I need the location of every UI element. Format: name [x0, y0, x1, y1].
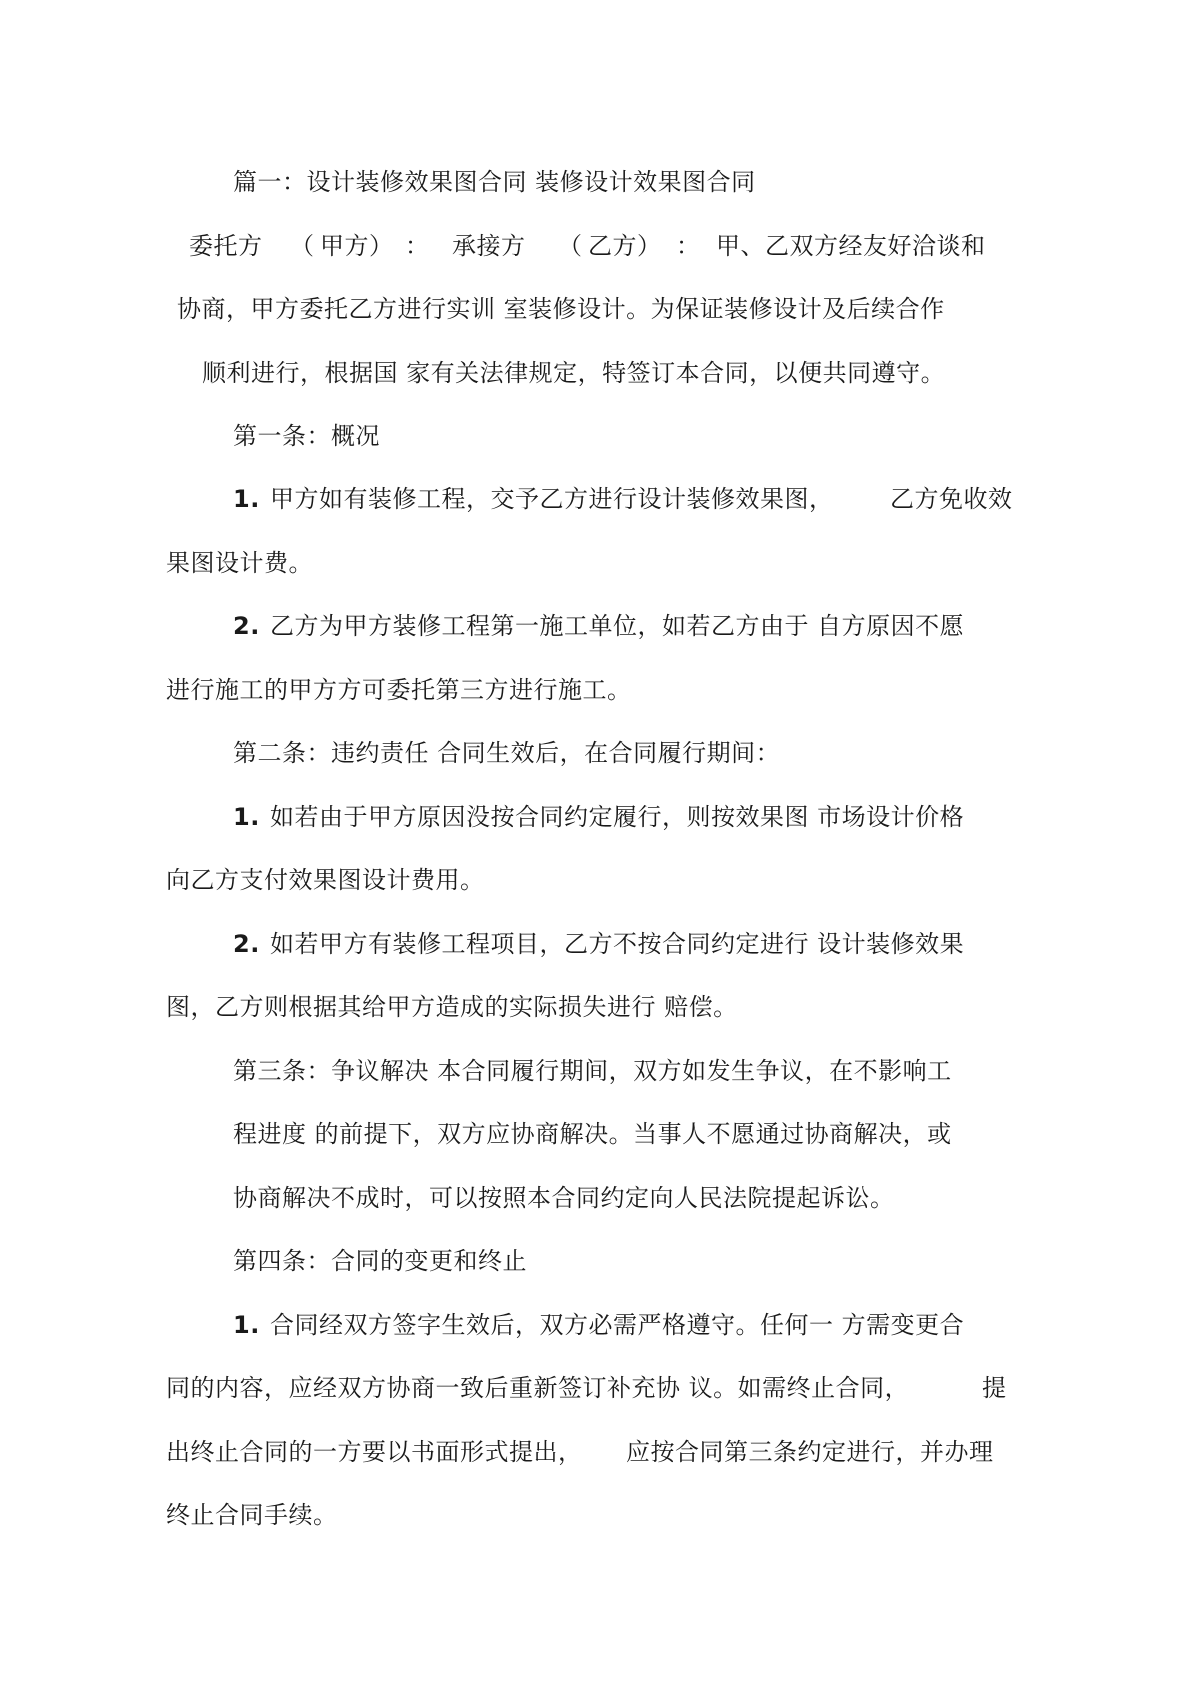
article-2-item-1-line-2: 向乙方支付效果图设计费用。	[166, 866, 485, 894]
article-2-heading: 第二条：违约责任 合同生效后，在合同履行期间：	[233, 739, 781, 767]
intro-line-1f: （	[558, 232, 583, 260]
intro-line-1h: ：	[676, 232, 701, 260]
intro-line-1i: 甲、乙双方经友好洽谈和	[716, 232, 986, 260]
article-4-item-1-line-2a: 同的内容，应经双方协商一致后重新签订补充协 议。如需终止合同，	[166, 1374, 910, 1402]
article-4-item-1-number: 1.	[233, 1311, 260, 1339]
article-4-item-1-line-1: 合同经双方签字生效后，双方必需严格遵守。任何一 方需变更合	[270, 1311, 965, 1339]
intro-line-3: 顺利进行，根据国 家有关法律规定，特签订本合同，以便共同遵守。	[202, 359, 946, 387]
intro-line-1g: 乙方）	[588, 232, 662, 260]
article-3-line-1: 第三条：争议解决 本合同履行期间，双方如发生争议，在不影响工	[233, 1057, 952, 1085]
intro-line-2: 协商，甲方委托乙方进行实训 室装修设计。为保证装修设计及后续合作	[177, 295, 945, 323]
intro-line-1c: 甲方）	[320, 232, 394, 260]
article-1-item-1-line-2: 果图设计费。	[166, 549, 313, 577]
article-1-item-1-line-1: 甲方如有装修工程，交予乙方进行设计装修效果图，	[270, 485, 834, 513]
article-2-item-1-number: 1.	[233, 803, 260, 831]
article-4-item-1-line-3a: 出终止合同的一方要以书面形式提出，	[166, 1438, 583, 1466]
article-1-item-2-number: 2.	[233, 612, 260, 640]
intro-line-1e: 承接方	[452, 232, 526, 260]
intro-line-1b: （	[290, 232, 315, 260]
article-2-item-2-number: 2.	[233, 930, 260, 958]
article-1-item-1-line-1b: 乙方免收效	[890, 485, 1013, 513]
article-2-item-2-line-2: 图，乙方则根据其给甲方造成的实际损失进行 赔偿。	[166, 993, 738, 1021]
article-3-line-2: 程进度 的前提下，双方应协商解决。当事人不愿通过协商解决，或	[233, 1120, 952, 1148]
article-1-item-2-line-1: 乙方为甲方装修工程第一施工单位，如若乙方由于 自方原因不愿	[270, 612, 965, 640]
article-1-heading: 第一条：概况	[233, 422, 380, 450]
article-2-item-1-line-1: 如若由于甲方原因没按合同约定履行，则按效果图 市场设计价格	[270, 803, 965, 831]
document-title: 篇一：设计装修效果图合同 装修设计效果图合同	[233, 168, 756, 196]
article-4-item-1-line-3b: 应按合同第三条约定进行，并办理	[626, 1438, 994, 1466]
intro-line-1a: 委托方	[189, 232, 263, 260]
intro-line-1d: ：	[405, 232, 430, 260]
article-1-item-1-number: 1.	[233, 485, 260, 513]
article-4-heading: 第四条：合同的变更和终止	[233, 1247, 527, 1275]
article-4-item-1-line-4: 终止合同手续。	[166, 1501, 338, 1529]
article-2-item-2-line-1: 如若甲方有装修工程项目，乙方不按合同约定进行 设计装修效果	[270, 930, 965, 958]
article-3-line-3: 协商解决不成时，可以按照本合同约定向人民法院提起诉讼。	[233, 1184, 895, 1212]
article-4-item-1-line-2b: 提	[982, 1374, 1007, 1402]
article-1-item-2-line-2: 进行施工的甲方方可委托第三方进行施工。	[166, 676, 632, 704]
